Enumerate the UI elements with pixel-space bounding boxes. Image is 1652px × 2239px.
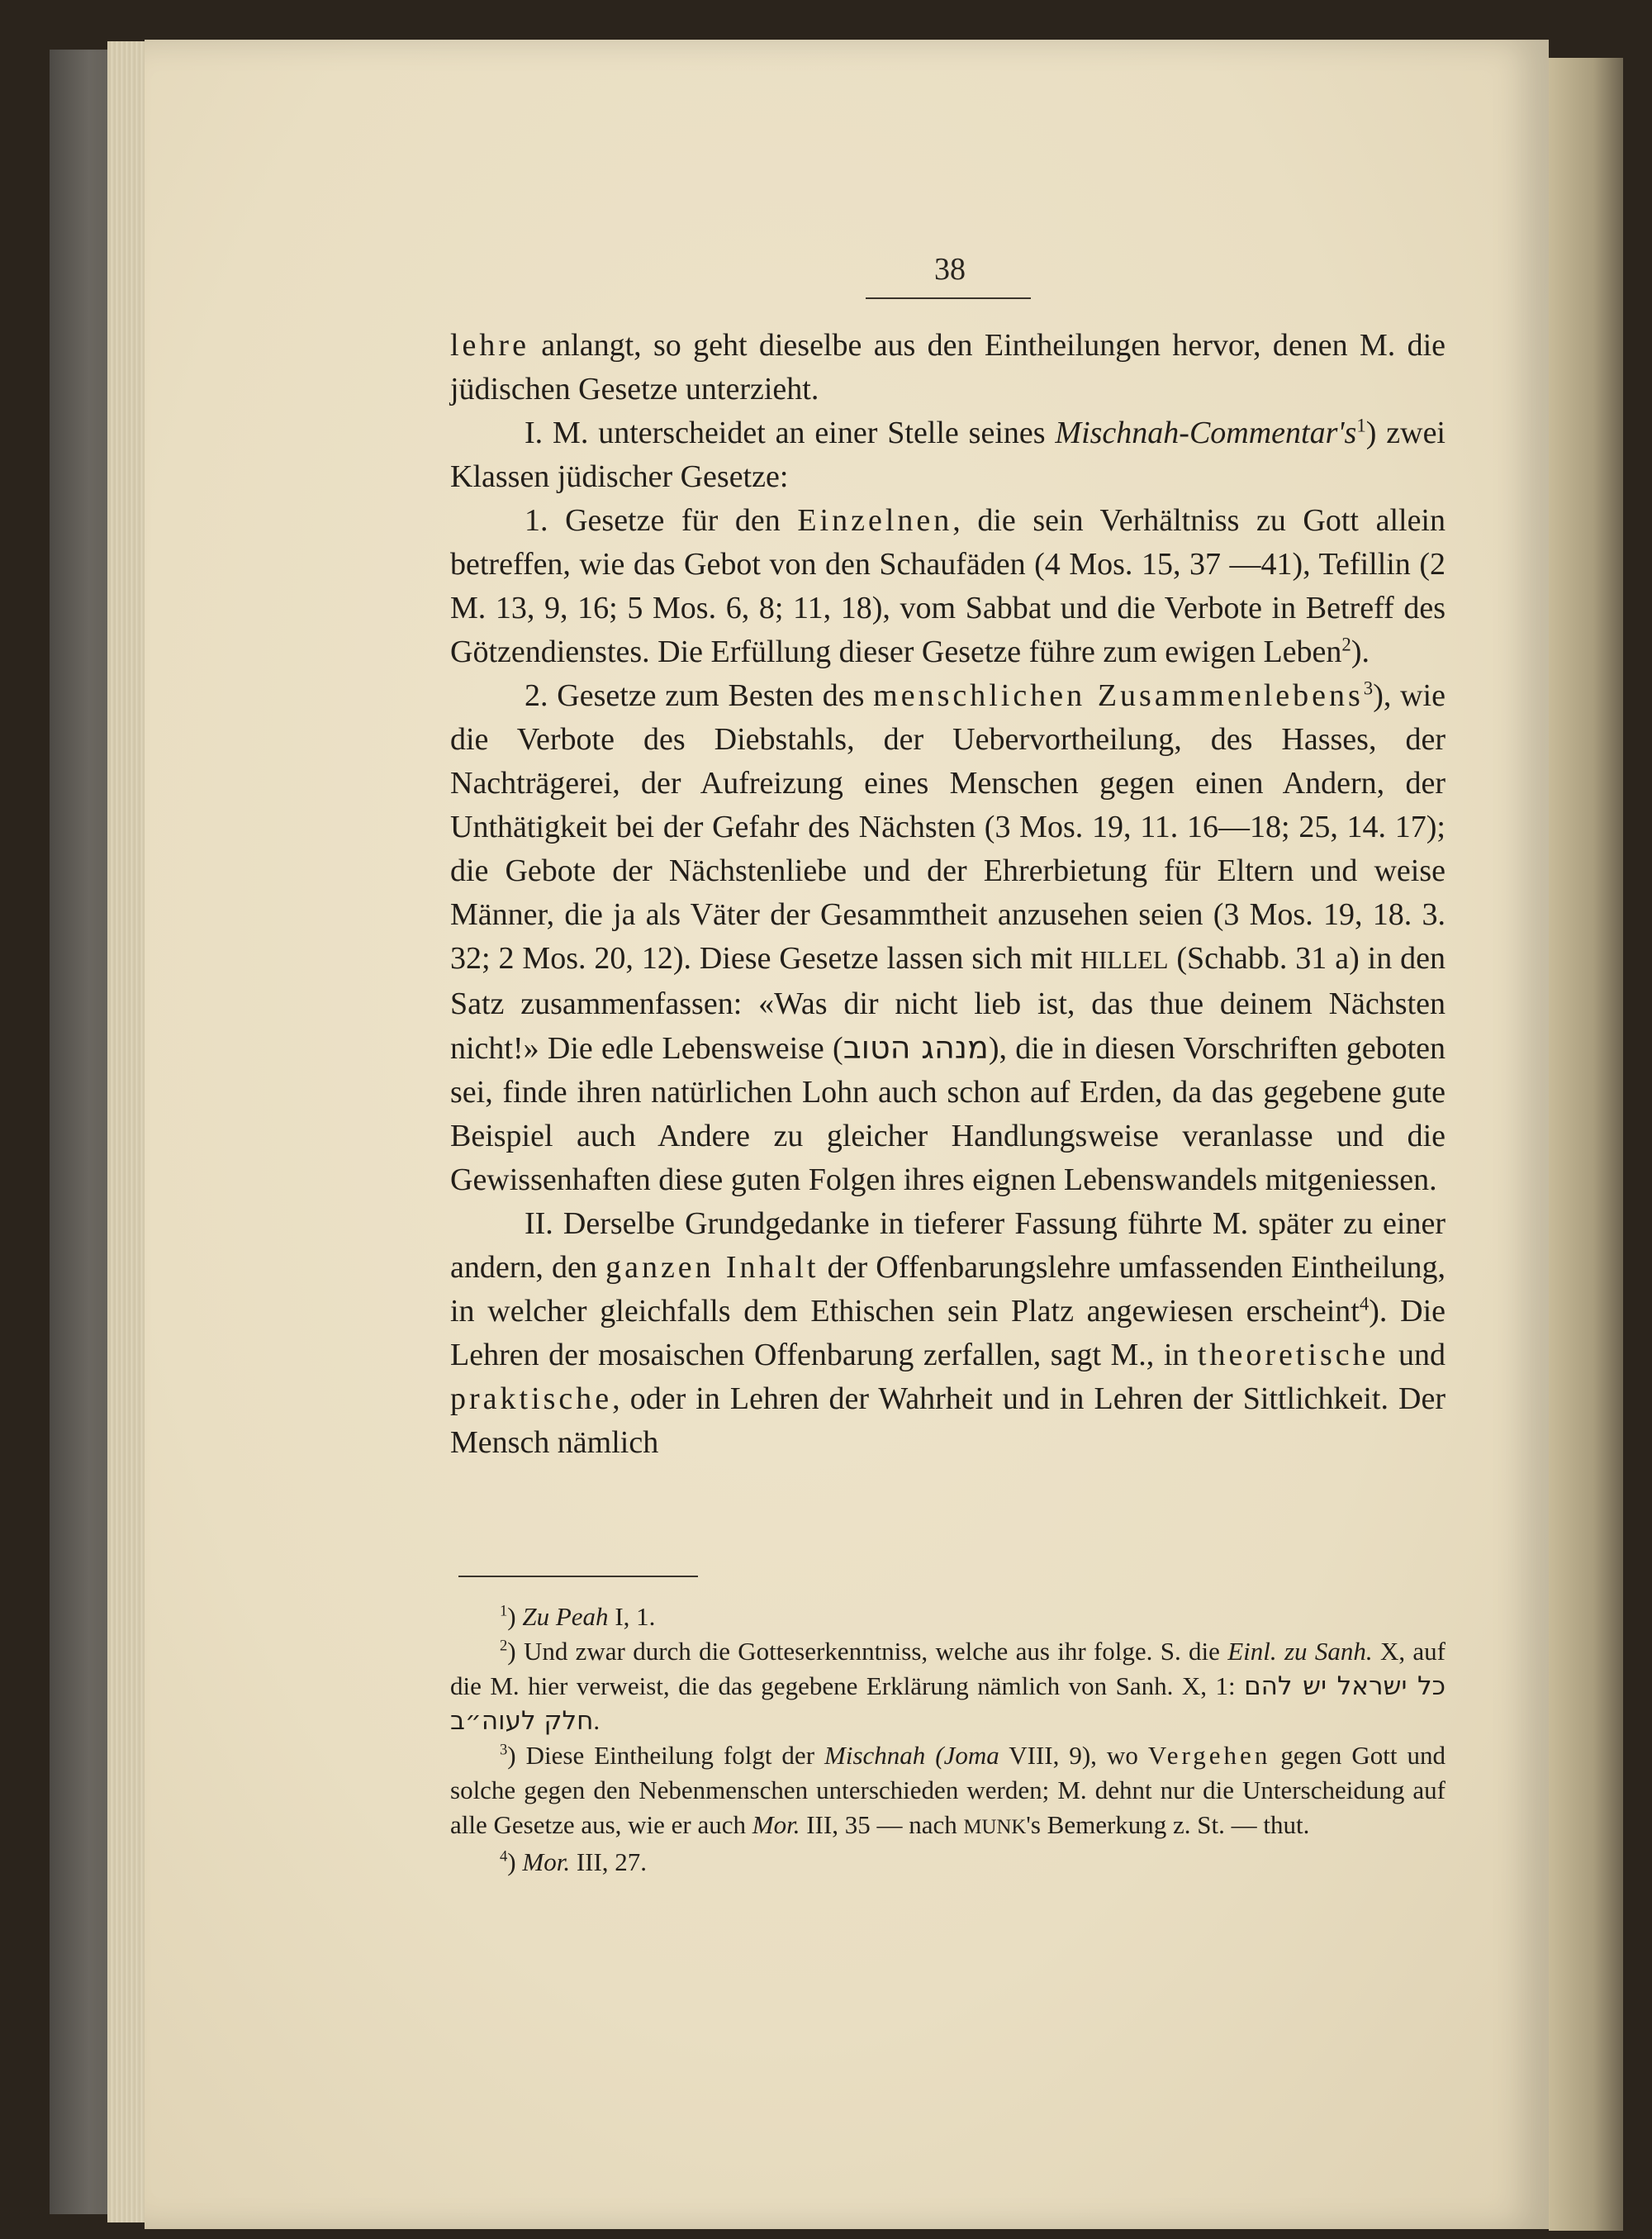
text-run: gegen Gott und solche gegen den Nebenmenschen unterschieden werden; M. dehnt nur die Unterscheidung auf alle Gesetze aus, wie er auch: [450, 1741, 1446, 1839]
hebrew-phrase: מנהג הטוב: [843, 1029, 989, 1066]
text-run: ). Die Lehren der mosaischen Offenbarung zerfallen, sagt M., in: [450, 1294, 1446, 1372]
italic-title: Mischnah-Commentar's: [1055, 416, 1357, 450]
text-run: ), die in diesen Vorschriften geboten sei, finde ihren natürlichen Lohn auch schon auf Erden, da das gegebene gute Beispiel auch Andere zu gleicher Handlungsweise veranlasse und die Gewissenhaften diese guten Folgen ihres eignen Lebenswandels mitgeniessen.: [450, 1031, 1446, 1197]
paragraph-2: [450, 411, 1446, 499]
italic-ref: Mor.: [752, 1810, 800, 1839]
italic-ref: Mischnah (Joma: [824, 1741, 999, 1770]
spaced-word: theoretische: [1197, 1338, 1389, 1372]
main-text: [450, 324, 1446, 1465]
footnotes: [450, 1600, 1446, 1880]
paragraph-5: [450, 1202, 1446, 1465]
text-run: ), wie die Verbote des Diebstahls, der Uebervortheilung, des Hasses, der Nachträgerei, der Aufreizung eines Menschen gegen einen Andern, der Unthätigkeit bei der Gefahr des Nächsten (3 Mos. 19, 11. 16—18; 25, 14. 17); die Gebote der Nächstenliebe und der Ehrerbietung für Eltern und weise Männer, die ja als Väter der Gesammtheit anzusehen seien (3 Mos. 19, 18. 3. 32; 2 Mos. 20, 12). Diese Gesetze lassen sich mit: [450, 678, 1446, 976]
footnote-mark: 4: [500, 1847, 508, 1866]
footnote-mark: 1: [500, 1602, 508, 1620]
footnote-rule: [458, 1576, 698, 1577]
footnote-mark: 3: [500, 1741, 508, 1759]
text-run: 2. Gesetze zum Besten des: [525, 678, 874, 713]
text-run: 1. Gesetze für den: [525, 503, 798, 538]
text-run: (Schabb. 31 a) in den Satz zusammenfassen: «Was dir nicht lieb ist, das thue deinem Nächsten nicht!» Die edle Lebensweise (: [450, 941, 1446, 1066]
text-run: anlangt, so geht dieselbe aus den Eintheilungen hervor, denen M. die jüdischen Gesetze unterzieht.: [450, 328, 1446, 406]
text-run: Diese Eintheilung folgt der: [515, 1741, 825, 1770]
page-number-rule: [866, 297, 1031, 299]
text-run: , die sein Verhältniss zu Gott allein betreffen, wie das Gebot von den Schaufäden (4 Mos. 15, 37 —41), Tefillin (2 M. 13, 9, 16; 5 Mos. 6, 8; 11, 18), vom Sabbat und die Verbote in Betreff des Götzendienstes. Die Erfüllung dieser Gesetze führe zum ewigen Leben: [450, 503, 1446, 669]
footnote-ref: 1: [1356, 415, 1366, 436]
spaced-word: lehre: [450, 328, 529, 363]
text-run: ).: [1351, 635, 1370, 669]
footnote-ref: 4: [1359, 1293, 1370, 1314]
text-run: Und zwar durch die Gotteserkenntniss, welche aus ihr folge. S. die: [515, 1637, 1228, 1666]
text-run: III, 27.: [570, 1847, 648, 1876]
small-caps-name: HILLEL: [1080, 946, 1169, 974]
page-number: 38: [934, 252, 966, 287]
paragraph-4: [450, 674, 1446, 1202]
text-run: X, auf die M. hier verweist, die das gegebene Erklärung nämlich von Sanh. X, 1:: [450, 1637, 1446, 1700]
text-run: II. Derselbe Grundgedanke in tieferer Fassung führte M. später zu einer andern, den: [450, 1206, 1446, 1285]
italic-ref: Einl. zu Sanh.: [1227, 1637, 1373, 1666]
paragraph-1: [450, 324, 1446, 411]
footnote-3: $^3$) Diese Eintheilung folgt der Mischnah (Joma VIII, 9), wo Vergehen gegen Gott und solche gegen den Nebenmenschen unterschieden werden; M. dehnt nur die Unterscheidung auf alle Gesetze aus, wie er auch Mor. III, 35 — nach MUNK's Bemerkung z. St. — thut.: [450, 1741, 1446, 1839]
text-run: .: [593, 1706, 601, 1735]
spaced-word: Einzelnen: [797, 503, 953, 538]
facing-page-edge: [1549, 58, 1623, 2231]
footnote-ref: 3: [1363, 677, 1374, 699]
text-run: und: [1389, 1338, 1446, 1372]
spaced-word: Vergehen: [1147, 1741, 1271, 1770]
text-run: III, 35 — nach: [800, 1810, 964, 1839]
text-run: , oder in Lehren der Wahrheit und in Lehren der Sittlichkeit. Der Mensch nämlich: [450, 1381, 1446, 1460]
italic-ref: Zu Peah: [522, 1602, 609, 1631]
footnote-1: $^1$) Zu Peah I, 1.: [500, 1602, 656, 1631]
italic-ref: Mor.: [522, 1847, 571, 1876]
footnote-2: $^2$) Und zwar durch die Gotteserkenntniss, welche aus ihr folge. S. die Einl. zu Sanh. X, auf die M. hier verweist, die das gegebene Erklärung nämlich von Sanh. X, 1: כל ישראל יש להם חלק לעוה״ב.: [450, 1637, 1446, 1736]
text-run: VIII, 9), wo: [999, 1741, 1148, 1770]
text-run: I, 1.: [608, 1602, 656, 1631]
spaced-word: praktische: [450, 1381, 613, 1416]
spaced-word: ganzen Inhalt: [605, 1250, 819, 1285]
footnote-4: $^4$) Mor. III, 27.: [500, 1847, 648, 1876]
footnote-mark: 2: [500, 1637, 508, 1655]
spaced-word: menschlichen Zusammenlebens: [873, 678, 1364, 713]
small-caps-name: MUNK: [963, 1816, 1027, 1838]
footnote-ref: 2: [1341, 634, 1351, 655]
text-run: 's Bemerkung z. St. — thut.: [1026, 1810, 1310, 1839]
text-run: der Offenbarungslehre umfassenden Eintheilung, in welcher gleichfalls dem Ethischen sein Platz angewiesen erscheint: [450, 1250, 1446, 1329]
text-run: I. M. unterscheidet an einer Stelle seines: [525, 416, 1056, 450]
text-run: ) zwei Klassen jüdischer Gesetze:: [450, 416, 1446, 494]
hebrew-quote: כל ישראל יש להם חלק לעוה״ב: [450, 1671, 1446, 1736]
paragraph-3: [450, 499, 1446, 674]
